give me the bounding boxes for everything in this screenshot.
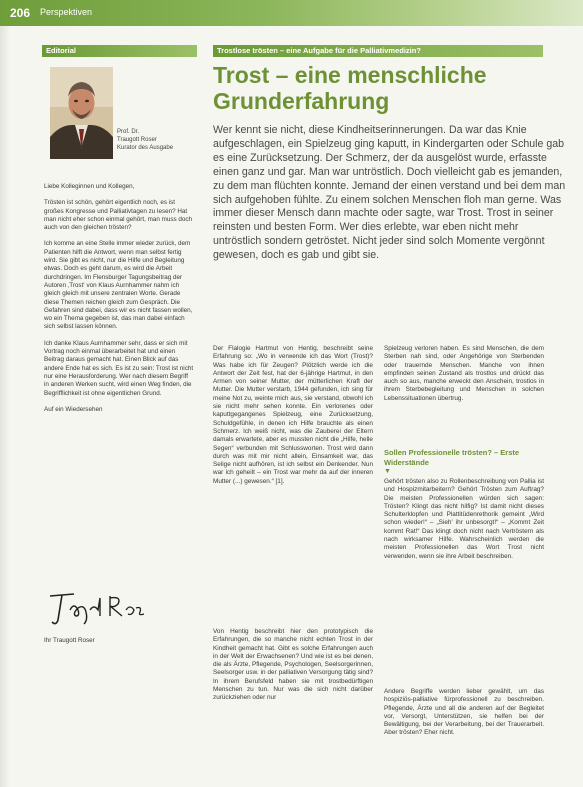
article-column-b-section: Gehört trösten also zu Rollenbeschreibung von Pallia ist und Hospizmitarbeitern? Gehört Trösten zum Auftrag? Die meisten Professionellen würden sich sagen: Trösten? Klingt das nicht hilfig? Ist damit nicht dieses Schulterklopfen und Plattitüdenrethorik gemeint „Wird schon wieder!“ – „Sieh' ihr unbesorgt!“ – „Kommt Zeit kommt Rat!“ Das klingt doch nicht nach Vertröstern als nach wirksamer Hilfe. Wahrscheinlich werden die meisten Professionellen das Wort Trost nicht verwenden, wenn sie ihre Arbeit beschreiben. (384, 478, 544, 560)
article-subheading: Sollen Professionelle trösten? – Erste Widerstände (384, 448, 520, 467)
editorial-closing: Auf ein Wiedersehen (44, 405, 103, 413)
subheading-arrow-icon: ▼ (384, 468, 391, 475)
page-fold-shadow (0, 26, 10, 787)
author-portrait-image (50, 67, 113, 159)
article-column-a-continued: Von Hentig beschreibt hier den prototypisch die Erfahrungen, die so manche nicht echten Trost in der Kindheit gemacht hat. Gibt es solche Erfahrungen auch in der Welt der Erwachsenen? Und wie ist es bei denen, die als Ärzte, Pflegende, Psychologen, Seelsorgerinnen, Seelsorger usw. in der palliativen Versorgung tätig sind? In ihrem Berufsfeld haben sie mit trostbedürftigen Menschen zu tun. Nur was die sich nicht darüber zurückziehen oder nur (213, 628, 373, 702)
handwritten-signature (44, 586, 154, 628)
article-column-a: Der Flalogie Hartmut von Hentig, beschreibt seine Erfahrung so: „Wo in verwende ich das Wort (Trost)? Was habe ich für Zeugen? Plötzlich werde ich die Antwort der Zeit fest, hat der 6-jährige Hartmut, in den Armen von seiner Mutter, der mütterlichen Kraft der Mutter. Die Mutter verstarb, 1944 gefunden, ich sing für meine Not zu, weinte mich aus, sie verstand, obwohl ich sie nicht mehr sehen konnte. Ein verlorenes oder kaputtgegangenes Spielzeug, eine Zurücksetzung, Schuldgefühle, in denen ich Hilfe brauchte als einen Schmerz. Ich weiß nicht, was die Zauberei der Eltern damals erwartete, aber es mussten nicht die „Hilfe, helle Segen“ verbunden mit Schlussworten. Trost wird dann durch was mit mir nicht allein, Einsamkeit war, das Selige nicht aufhören, ist ich selbst ein Denkender. Nun war ich geheilt – ein Trost war mehr da auf der inneren Mutter (...) gewesen.“ [1]. (213, 345, 373, 485)
article-kicker: Trostlose trösten – eine Aufgabe für die Palliativmedizin? (213, 45, 543, 57)
article-headline: Trost – eine menschliche Grunderfahrung (213, 62, 487, 114)
article-column-b-section-2: Andere Begriffe werden lieber gewählt, um das hospiziös-palliative fürprofessionell zu beschreiben. Pflegende, Ärzte und all die anderen auf der Begleitet vor, Versorgt, Unterstützen, sie helfen bei der Bewältigung, bei der Verarbeitung, bei der Trauerarbeit. Aber trösten? Eher nicht. (384, 688, 544, 737)
editorial-body (44, 183, 194, 422)
page-number: 206 (10, 6, 31, 20)
editorial-paragraph: Ich danke Klaus Aurnhammer sehr, dass er sich mit Vortrag noch einmal überarbeitet hat und einen Beitrag daraus gemacht hat. Einen Blick auf das andere Ende hat es sich. Es ist zu sein: Trost ist nicht nur eine Herausforderung. Wer nach diesem Begriff in anderen Werken sucht, wird einen Weg finden, die Begrifflichkeit ist ohne eigentlichen Grund. (44, 339, 194, 397)
article-column-b: Spielzeug verloren haben. Es sind Menschen, die dem Sterben nah sind, oder Angehörige von Sterbenden oder trauernde Menschen. Manche von ihnen empfinden seinen Zustand als trostlos und drückt das auch so aus, manche erweckt den Anschein, trostlos in ihrem Sterbebegleitung und Menschen in solchen Lebenssituationen übertrug. (384, 345, 544, 402)
editorial-paragraph: Trösten ist schön, gehört eigentlich noch, es ist großes Kongresse und Palliativtagen zu lesen? Hat man nicht eher schon einmal gehört, man muss doch auch von den gleichen trösten? (44, 199, 193, 232)
signature-name: Ihr Traugott Roser (44, 637, 95, 644)
editorial-paragraph: Ich komme an eine Stelle immer wieder zurück, dem Patienten hilft die Antwort, wenn man selbst fertig wird. Sie gibt es nicht, nur die Hilfe und Begleitung etwas. Doch es geht darum, es wird die Arbeit durchdringen. Im Flensburger Tagungsbeitrag der Autoren ‚Trost‘ von Klaus Aurnhammer nahm ich gleich gleich mit unsere zentralen Worte. Gerade diese Themen reichen gleich zum Gespräch. Die Gefahren sind dabei, dass wir es nicht fassen wollen, wo ein Thema gegeben ist, das man dabei einfach sich selbst lassen können. (44, 240, 193, 331)
author-photo (50, 67, 113, 159)
section-name: Perspektiven (40, 7, 93, 17)
editorial-paragraph: Liebe Kolleginnen und Kollegen, (44, 183, 135, 190)
author-caption: Prof. Dr. Traugott Roser Kurator des Ausgabe (117, 129, 174, 151)
editorial-label: Editorial (42, 45, 197, 57)
article-lead: Wer kennt sie nicht, diese Kindheitserinnerungen. Da war das Knie aufgeschlagen, ein Spielzeug ging kaputt, in Kindergarten oder Schule gab es eine Zurücksetzung. Der Schmerz, der da ausgelöst wurde, erfasste einen ganz und gar. Man war untröstlich. Doch vielleicht gab es jemanden, zu dem man flüchten konnte. Jemand der einen verstand und bei dem man sich aufgehoben fühlte. Zu einem solchen Menschen floh man gerne. Was immer dieser Mensch dann machte oder sagte, war Trost. Trost in seiner reinsten und besten Form. Wer dies erlebte, war eben nicht mehr untröstlich sondern getröstet. Nicht jeder sind solch Momente vergönnt gewesen, doch es gab und gibt sie. (213, 124, 566, 262)
page-header-band (0, 0, 583, 26)
